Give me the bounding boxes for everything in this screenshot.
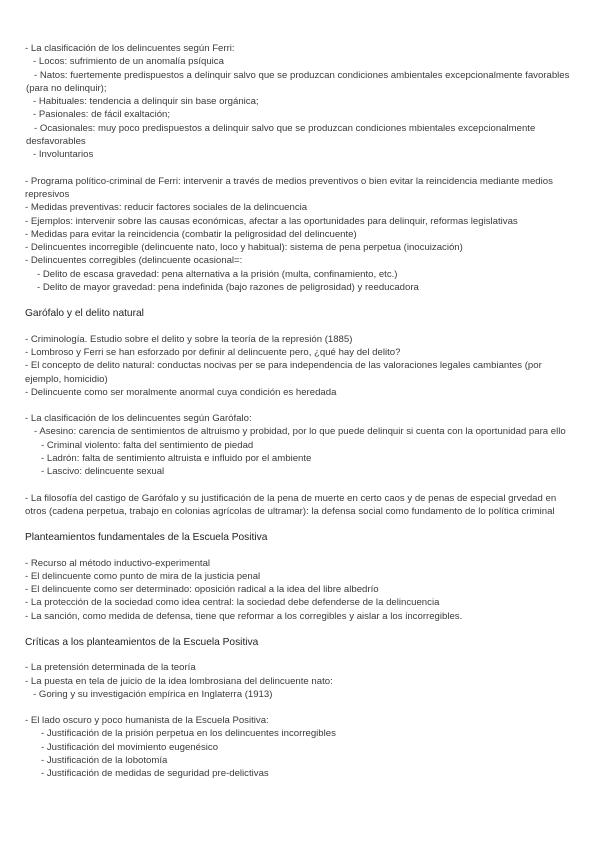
- list-item: - Criminal violento: falta del sentimiento de piedad: [41, 439, 254, 451]
- list-item: - Lascivo: delincuente sexual: [41, 466, 165, 478]
- list-item: - El lado oscuro y poco humanista de la Escuela Positiva:: [25, 715, 269, 727]
- list-item: - Delito de escasa gravedad: pena alternativa a la prisión (multa, confinamiento, etc.): [37, 268, 398, 280]
- list-item: - Criminología. Estudio sobre el delito y sobre la teoría de la represión (1885): [25, 333, 353, 345]
- list-item: - Justificación de la prisión perpetua en los delincuentes incorregibles: [41, 728, 336, 740]
- ferri-program: [25, 175, 575, 295]
- list-item: - Justificación del movimiento eugenésico: [41, 741, 219, 753]
- section-heading: Garófalo y el delito natural: [25, 308, 144, 320]
- list-item: - El concepto de delito natural: conductas nocivas per se para independencia de las valoraciones legales cambiantes (por ejemplo, homicidio): [25, 360, 542, 385]
- list-item: - Delincuentes incorregible (delincuente nato, loco y habitual): sistema de pena perpetua (inocuización): [25, 242, 463, 254]
- section-heading: Críticas a los planteamientos de la Escuela Positiva: [25, 636, 259, 648]
- list-item: - Justificación de la lobotomía: [41, 755, 168, 767]
- list-item: - Recurso al método inductivo-experimental: [25, 557, 211, 569]
- list-item: - Asesino: carencia de sentimientos de altruismo y probidad, por lo que puede delinquir si cuenta con la oportunidad para ello: [34, 426, 566, 438]
- list-item: - Pasionales: de fácil exaltación;: [33, 109, 171, 121]
- list-item: - Delito de mayor gravedad: pena indefinida (bajo razones de peligrosidad) y reeducadora: [37, 282, 419, 294]
- section-heading: Planteamientos fundamentales de la Escuela Positiva: [25, 532, 268, 544]
- list-item: - Involuntarios: [33, 149, 94, 161]
- list-item: - Programa político-criminal de Ferri: intervenir a través de medios preventivos o bien evitar la reincidencia mediante medios represivos: [25, 175, 553, 200]
- list-item: - Delincuente como ser moralmente anormal cuya condición es heredada: [25, 386, 337, 398]
- list-item: - Locos: sufrimiento de un anomalía psíquica: [33, 56, 224, 68]
- list-item: - Medidas para evitar la reincidencia (combatir la peligrosidad del delincuente): [25, 228, 357, 240]
- list-item: - La protección de la sociedad como idea central: la sociedad debe defenderse de la delincuencia: [25, 597, 440, 609]
- ferri-classification: [25, 42, 575, 162]
- list-item: - Habituales: tendencia a delinquir sin base orgánica;: [33, 96, 259, 108]
- list-item: - Lombroso y Ferri se han esforzado por definir al delincuente pero, ¿qué hay del delito?: [25, 346, 401, 358]
- document-body: [25, 42, 575, 781]
- list-item: - El delincuente como punto de mira de la justicia penal: [25, 570, 261, 582]
- list-item: - Ejemplos: intervenir sobre las causas económicas, afectar a las oportunidades para delinquir, reformas legislativas: [25, 215, 518, 227]
- planteamientos-section: [25, 531, 575, 623]
- list-item: - La clasificación de los delincuentes según Garófalo:: [25, 413, 252, 425]
- list-item: - La sanción, como medida de defensa, tiene que reformar a los corregibles y aislar a los incorregibles.: [25, 610, 463, 622]
- list-item: - La puesta en tela de juicio de la idea lombrosiana del delincuente nato:: [25, 675, 333, 687]
- list-item: - Ladrón: falta de sentimiento altruista e influido por el ambiente: [41, 453, 312, 465]
- list-item: - Natos: fuertemente predispuestos a delinquir salvo que se produzcan condiciones ambientales excepcionalmente favorables (para no delinquir);: [26, 69, 570, 94]
- list-item: - El delincuente como ser determinado: oposición radical a la idea del libre albedrío: [25, 584, 379, 596]
- criticas-section: [25, 636, 575, 781]
- list-item: - Goring y su investigación empírica en Inglaterra (1913): [33, 688, 273, 700]
- list-item: - La pretensión determinada de la teoría: [25, 662, 196, 674]
- list-item: - Delincuentes corregibles (delincuente ocasional=:: [25, 255, 243, 267]
- ferri-title: - La clasificación de los delincuentes según Ferri:: [25, 43, 235, 54]
- list-item: - La filosofía del castigo de Garófalo y su justificación de la pena de muerte en certo caos y de penas de especial grvedad en otros (cadena perpetua, trabajo en colonias agrícolas de ultramar): la defensa social como fundamento de lo política criminal: [25, 492, 557, 517]
- list-item: - Justificación de medidas de seguridad pre-delictivas: [41, 768, 269, 780]
- list-item: - Medidas preventivas: reducir factores sociales de la delincuencia: [25, 202, 308, 214]
- garofalo-section: [25, 307, 575, 518]
- list-item: - Ocasionales: muy poco predispuestos a delinquir salvo que se produzcan condiciones mbientales excepcionalmente desfavorables: [26, 122, 536, 148]
